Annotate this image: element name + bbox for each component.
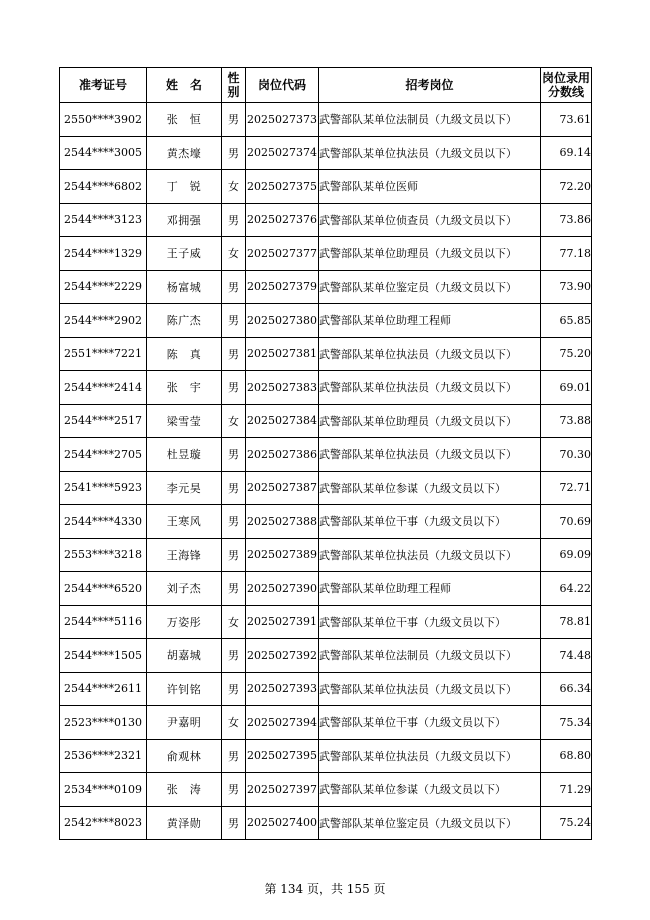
cell-name: 黄泽勋 bbox=[147, 806, 222, 840]
table-row bbox=[60, 170, 592, 204]
cell-post: 武警部队某单位干事（九级文员以下） bbox=[319, 706, 541, 740]
cell-post-code: 2025027386 bbox=[246, 438, 319, 472]
cell-post-code: 2025027397 bbox=[246, 773, 319, 807]
cell-score: 73.86 bbox=[541, 203, 592, 237]
cell-score: 78.81 bbox=[541, 605, 592, 639]
cell-exam-no: 2544****4330 bbox=[60, 505, 147, 539]
cell-name: 王寒风 bbox=[147, 505, 222, 539]
header-gender: 性别 bbox=[222, 68, 246, 103]
cell-name: 张 涛 bbox=[147, 773, 222, 807]
cell-gender: 男 bbox=[222, 270, 246, 304]
cell-post-code: 2025027380 bbox=[246, 304, 319, 338]
cell-post: 武警部队某单位执法员（九级文员以下） bbox=[319, 438, 541, 472]
cell-score: 73.88 bbox=[541, 404, 592, 438]
table-row bbox=[60, 237, 592, 271]
cell-post: 武警部队某单位鉴定员（九级文员以下） bbox=[319, 806, 541, 840]
cell-score: 69.01 bbox=[541, 371, 592, 405]
table-row bbox=[60, 538, 592, 572]
cell-exam-no: 2544****1329 bbox=[60, 237, 147, 271]
table-header-row bbox=[60, 68, 592, 103]
cell-score: 64.22 bbox=[541, 572, 592, 606]
cell-post: 武警部队某单位鉴定员（九级文员以下） bbox=[319, 270, 541, 304]
cell-post-code: 2025027379 bbox=[246, 270, 319, 304]
cell-gender: 男 bbox=[222, 103, 246, 137]
cell-name: 张 宇 bbox=[147, 371, 222, 405]
cell-name: 胡嘉城 bbox=[147, 639, 222, 673]
cell-post: 武警部队某单位法制员（九级文员以下） bbox=[319, 639, 541, 673]
header-name: 姓 名 bbox=[147, 68, 222, 103]
cell-gender: 男 bbox=[222, 773, 246, 807]
cell-post-code: 2025027376 bbox=[246, 203, 319, 237]
cell-gender: 男 bbox=[222, 572, 246, 606]
cell-score: 70.69 bbox=[541, 505, 592, 539]
table-row bbox=[60, 136, 592, 170]
cell-post: 武警部队某单位执法员（九级文员以下） bbox=[319, 371, 541, 405]
cell-post-code: 2025027393 bbox=[246, 672, 319, 706]
cell-score: 73.61 bbox=[541, 103, 592, 137]
cell-exam-no: 2534****0109 bbox=[60, 773, 147, 807]
cell-gender: 男 bbox=[222, 538, 246, 572]
cell-post: 武警部队某单位执法员（九级文员以下） bbox=[319, 739, 541, 773]
cell-post: 武警部队某单位助理员（九级文员以下） bbox=[319, 404, 541, 438]
table-row bbox=[60, 672, 592, 706]
cell-name: 陈 真 bbox=[147, 337, 222, 371]
cell-gender: 男 bbox=[222, 438, 246, 472]
cell-score: 69.14 bbox=[541, 136, 592, 170]
header-exam-no: 准考证号 bbox=[60, 68, 147, 103]
cell-post-code: 2025027387 bbox=[246, 471, 319, 505]
table-row bbox=[60, 371, 592, 405]
cell-gender: 男 bbox=[222, 639, 246, 673]
cell-exam-no: 2541****5923 bbox=[60, 471, 147, 505]
cell-post-code: 2025027384 bbox=[246, 404, 319, 438]
cell-name: 王海锋 bbox=[147, 538, 222, 572]
cell-post: 武警部队某单位助理工程师 bbox=[319, 304, 541, 338]
cell-exam-no: 2551****7221 bbox=[60, 337, 147, 371]
table-row bbox=[60, 203, 592, 237]
cell-exam-no: 2553****3218 bbox=[60, 538, 147, 572]
cell-post: 武警部队某单位医师 bbox=[319, 170, 541, 204]
table-row bbox=[60, 471, 592, 505]
cell-score: 66.34 bbox=[541, 672, 592, 706]
cell-name: 许钊铭 bbox=[147, 672, 222, 706]
header-post-code: 岗位代码 bbox=[246, 68, 319, 103]
cell-post: 武警部队某单位执法员（九级文员以下） bbox=[319, 538, 541, 572]
cell-score: 71.29 bbox=[541, 773, 592, 807]
cell-name: 张 恒 bbox=[147, 103, 222, 137]
cell-gender: 男 bbox=[222, 672, 246, 706]
cell-score: 74.48 bbox=[541, 639, 592, 673]
cell-post: 武警部队某单位干事（九级文员以下） bbox=[319, 605, 541, 639]
cell-name: 李元昊 bbox=[147, 471, 222, 505]
cell-gender: 男 bbox=[222, 203, 246, 237]
cell-name: 陈广杰 bbox=[147, 304, 222, 338]
page-number: 第 134 页，共 155 页 bbox=[264, 882, 386, 896]
cell-post-code: 2025027392 bbox=[246, 639, 319, 673]
cell-exam-no: 2523****0130 bbox=[60, 706, 147, 740]
cell-post: 武警部队某单位助理工程师 bbox=[319, 572, 541, 606]
cell-name: 梁雪莹 bbox=[147, 404, 222, 438]
cell-gender: 男 bbox=[222, 371, 246, 405]
cell-post: 武警部队某单位干事（九级文员以下） bbox=[319, 505, 541, 539]
table-row bbox=[60, 773, 592, 807]
cell-exam-no: 2550****3902 bbox=[60, 103, 147, 137]
cell-post-code: 2025027394 bbox=[246, 706, 319, 740]
cell-gender: 男 bbox=[222, 136, 246, 170]
table-row bbox=[60, 639, 592, 673]
cell-post-code: 2025027374 bbox=[246, 136, 319, 170]
cell-exam-no: 2544****2705 bbox=[60, 438, 147, 472]
cell-name: 丁 锐 bbox=[147, 170, 222, 204]
cell-post: 武警部队某单位参谋（九级文员以下） bbox=[319, 773, 541, 807]
cell-gender: 男 bbox=[222, 471, 246, 505]
table-row bbox=[60, 739, 592, 773]
cell-post-code: 2025027388 bbox=[246, 505, 319, 539]
table-row bbox=[60, 505, 592, 539]
cell-exam-no: 2544****3005 bbox=[60, 136, 147, 170]
cell-exam-no: 2544****1505 bbox=[60, 639, 147, 673]
cell-score: 68.80 bbox=[541, 739, 592, 773]
cell-exam-no: 2544****2414 bbox=[60, 371, 147, 405]
cell-post-code: 2025027389 bbox=[246, 538, 319, 572]
cell-score: 75.20 bbox=[541, 337, 592, 371]
table-row bbox=[60, 337, 592, 371]
cell-exam-no: 2544****3123 bbox=[60, 203, 147, 237]
cell-post-code: 2025027373 bbox=[246, 103, 319, 137]
cell-gender: 女 bbox=[222, 605, 246, 639]
cell-post-code: 2025027375 bbox=[246, 170, 319, 204]
cell-gender: 男 bbox=[222, 304, 246, 338]
cell-post-code: 2025027390 bbox=[246, 572, 319, 606]
cell-gender: 男 bbox=[222, 337, 246, 371]
cell-gender: 男 bbox=[222, 505, 246, 539]
cell-score: 75.34 bbox=[541, 706, 592, 740]
cell-score: 73.90 bbox=[541, 270, 592, 304]
table-row bbox=[60, 103, 592, 137]
results-table bbox=[59, 67, 592, 840]
table-body bbox=[60, 103, 592, 840]
cell-post-code: 2025027381 bbox=[246, 337, 319, 371]
cell-exam-no: 2536****2321 bbox=[60, 739, 147, 773]
cell-gender: 女 bbox=[222, 706, 246, 740]
cell-score: 70.30 bbox=[541, 438, 592, 472]
cell-exam-no: 2544****5116 bbox=[60, 605, 147, 639]
cell-exam-no: 2544****6802 bbox=[60, 170, 147, 204]
cell-name: 刘子杰 bbox=[147, 572, 222, 606]
cell-exam-no: 2544****2902 bbox=[60, 304, 147, 338]
table-row bbox=[60, 572, 592, 606]
header-post: 招考岗位 bbox=[319, 68, 541, 103]
cell-gender: 女 bbox=[222, 170, 246, 204]
cell-gender: 女 bbox=[222, 237, 246, 271]
table-row bbox=[60, 304, 592, 338]
cell-name: 俞观林 bbox=[147, 739, 222, 773]
cell-name: 杜昱璇 bbox=[147, 438, 222, 472]
cell-post: 武警部队某单位助理员（九级文员以下） bbox=[319, 237, 541, 271]
table-row bbox=[60, 706, 592, 740]
cell-score: 72.71 bbox=[541, 471, 592, 505]
cell-name: 黄杰壕 bbox=[147, 136, 222, 170]
cell-post-code: 2025027400 bbox=[246, 806, 319, 840]
cell-name: 尹嘉明 bbox=[147, 706, 222, 740]
cell-gender: 女 bbox=[222, 404, 246, 438]
cell-post-code: 2025027383 bbox=[246, 371, 319, 405]
cell-gender: 男 bbox=[222, 739, 246, 773]
cell-name: 邓拥强 bbox=[147, 203, 222, 237]
table-row bbox=[60, 404, 592, 438]
cell-score: 77.18 bbox=[541, 237, 592, 271]
cell-exam-no: 2544****2611 bbox=[60, 672, 147, 706]
cell-name: 王子威 bbox=[147, 237, 222, 271]
table-row bbox=[60, 438, 592, 472]
cell-score: 69.09 bbox=[541, 538, 592, 572]
table-row bbox=[60, 270, 592, 304]
cell-post: 武警部队某单位执法员（九级文员以下） bbox=[319, 337, 541, 371]
cell-post: 武警部队某单位参谋（九级文员以下） bbox=[319, 471, 541, 505]
cell-score: 75.24 bbox=[541, 806, 592, 840]
cell-post-code: 2025027377 bbox=[246, 237, 319, 271]
cell-post: 武警部队某单位执法员（九级文员以下） bbox=[319, 672, 541, 706]
cell-post-code: 2025027395 bbox=[246, 739, 319, 773]
cell-score: 72.20 bbox=[541, 170, 592, 204]
cell-gender: 男 bbox=[222, 806, 246, 840]
cell-score: 65.85 bbox=[541, 304, 592, 338]
cell-post: 武警部队某单位执法员（九级文员以下） bbox=[319, 136, 541, 170]
header-score: 岗位录用分数线 bbox=[541, 68, 592, 103]
cell-exam-no: 2542****8023 bbox=[60, 806, 147, 840]
table-row bbox=[60, 605, 592, 639]
table-row bbox=[60, 806, 592, 840]
cell-post-code: 2025027391 bbox=[246, 605, 319, 639]
cell-exam-no: 2544****2517 bbox=[60, 404, 147, 438]
cell-exam-no: 2544****6520 bbox=[60, 572, 147, 606]
cell-name: 杨富城 bbox=[147, 270, 222, 304]
cell-post: 武警部队某单位侦查员（九级文员以下） bbox=[319, 203, 541, 237]
cell-name: 万姿彤 bbox=[147, 605, 222, 639]
cell-post: 武警部队某单位法制员（九级文员以下） bbox=[319, 103, 541, 137]
cell-exam-no: 2544****2229 bbox=[60, 270, 147, 304]
